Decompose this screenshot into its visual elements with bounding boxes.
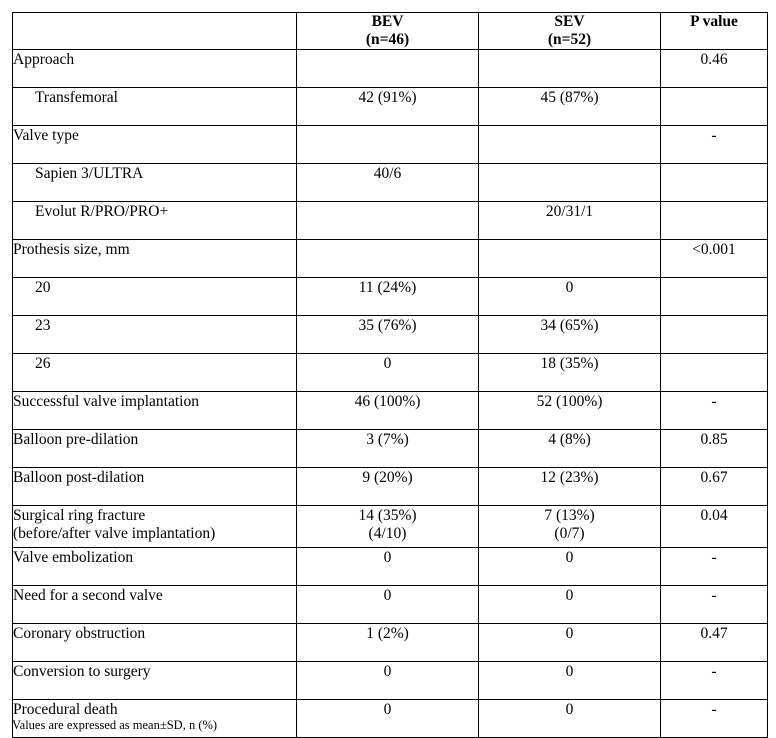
table-row	[13, 586, 768, 624]
table-row	[13, 316, 768, 354]
p-value	[661, 278, 768, 316]
p-value: 0.67	[661, 468, 768, 506]
row-label: Need for a second valve	[13, 586, 297, 624]
header-p-value	[661, 13, 768, 50]
bev-value	[297, 202, 479, 240]
table-row	[13, 662, 768, 700]
row-label-line1: Surgical ring fracture	[13, 507, 146, 524]
bev-value	[297, 50, 479, 88]
row-label: Procedural death	[13, 700, 297, 738]
p-value: -	[661, 392, 768, 430]
header-sev-title: SEV	[554, 13, 585, 30]
bev-value: 35 (76%)	[297, 316, 479, 354]
bev-value: 11 (24%)	[297, 278, 479, 316]
p-value: -	[661, 662, 768, 700]
sev-value: 0	[479, 624, 661, 662]
row-label: Balloon post-dilation	[13, 468, 297, 506]
bev-value-line2: (4/10)	[368, 525, 407, 542]
sev-value	[479, 240, 661, 278]
p-value: <0.001	[661, 240, 768, 278]
sev-value-line1: 7 (13%)	[544, 507, 595, 524]
sev-value: 12 (23%)	[479, 468, 661, 506]
sev-value: 0	[479, 278, 661, 316]
row-label: Approach	[13, 50, 297, 88]
table-row	[13, 506, 768, 548]
sev-value	[479, 506, 661, 548]
table-row	[13, 548, 768, 586]
bev-value: 40/6	[297, 164, 479, 202]
row-label: Prothesis size, mm	[13, 240, 297, 278]
row-label: Valve type	[13, 126, 297, 164]
bev-value: 0	[297, 354, 479, 392]
p-value	[661, 164, 768, 202]
sev-value: 45 (87%)	[479, 88, 661, 126]
table-row	[13, 624, 768, 662]
p-value: -	[661, 126, 768, 164]
header-bev-n: (n=46)	[365, 31, 410, 48]
row-label: Successful valve implantation	[13, 392, 297, 430]
p-value: -	[661, 548, 768, 586]
row-label: Evolut R/PRO/PRO+	[13, 202, 297, 240]
bev-value	[297, 506, 479, 548]
table-row	[13, 88, 768, 126]
p-value: 0.47	[661, 624, 768, 662]
table-row	[13, 468, 768, 506]
row-label: Coronary obstruction	[13, 624, 297, 662]
sev-value: 4 (8%)	[479, 430, 661, 468]
p-value	[661, 88, 768, 126]
p-value: 0.85	[661, 430, 768, 468]
bev-value: 42 (91%)	[297, 88, 479, 126]
table-row	[13, 430, 768, 468]
table-header-row	[13, 13, 768, 50]
table-row	[13, 240, 768, 278]
sev-value: 20/31/1	[479, 202, 661, 240]
sev-value: 0	[479, 700, 661, 738]
bev-value: 0	[297, 700, 479, 738]
row-label: 20	[13, 278, 297, 316]
p-value: -	[661, 700, 768, 738]
table-row	[13, 50, 768, 88]
header-bev	[297, 13, 479, 50]
header-bev-title: BEV	[371, 13, 404, 30]
p-value: 0.46	[661, 50, 768, 88]
row-label-line2: (before/after valve implantation)	[13, 525, 216, 542]
p-value: 0.04	[661, 506, 768, 548]
row-label: Sapien 3/ULTRA	[13, 164, 297, 202]
table-row	[13, 354, 768, 392]
header-label-cell	[13, 13, 297, 50]
table-row	[13, 202, 768, 240]
header-p-title: P value	[690, 13, 738, 30]
sev-value: 0	[479, 548, 661, 586]
bev-value: 0	[297, 548, 479, 586]
p-value	[661, 202, 768, 240]
bev-value: 0	[297, 662, 479, 700]
header-sev-n: (n=52)	[547, 31, 592, 48]
bev-value	[297, 126, 479, 164]
bev-value-line1: 14 (35%)	[358, 507, 417, 524]
row-label: Transfemoral	[13, 88, 297, 126]
bev-value: 3 (7%)	[297, 430, 479, 468]
header-sev	[479, 13, 661, 50]
sev-value	[479, 164, 661, 202]
sev-value	[479, 50, 661, 88]
row-label: Conversion to surgery	[13, 662, 297, 700]
table-footnote: Values are expressed as mean±SD, n (%)	[12, 718, 218, 732]
sev-value: 34 (65%)	[479, 316, 661, 354]
row-label: Valve embolization	[13, 548, 297, 586]
sev-value: 52 (100%)	[479, 392, 661, 430]
sev-value: 0	[479, 662, 661, 700]
table-row	[13, 164, 768, 202]
sev-value: 0	[479, 586, 661, 624]
p-value: -	[661, 586, 768, 624]
bev-value: 1 (2%)	[297, 624, 479, 662]
p-value	[661, 316, 768, 354]
sev-value-line2: (0/7)	[554, 525, 585, 542]
table-row	[13, 126, 768, 164]
sev-value: 18 (35%)	[479, 354, 661, 392]
bev-value: 9 (20%)	[297, 468, 479, 506]
row-label: Balloon pre-dilation	[13, 430, 297, 468]
bev-value: 46 (100%)	[297, 392, 479, 430]
table-row	[13, 278, 768, 316]
row-label: 23	[13, 316, 297, 354]
row-label	[13, 506, 297, 548]
row-label: 26	[13, 354, 297, 392]
bev-value	[297, 240, 479, 278]
p-value	[661, 354, 768, 392]
bev-value: 0	[297, 586, 479, 624]
table-row	[13, 392, 768, 430]
procedural-outcomes-table	[12, 12, 768, 738]
sev-value	[479, 126, 661, 164]
